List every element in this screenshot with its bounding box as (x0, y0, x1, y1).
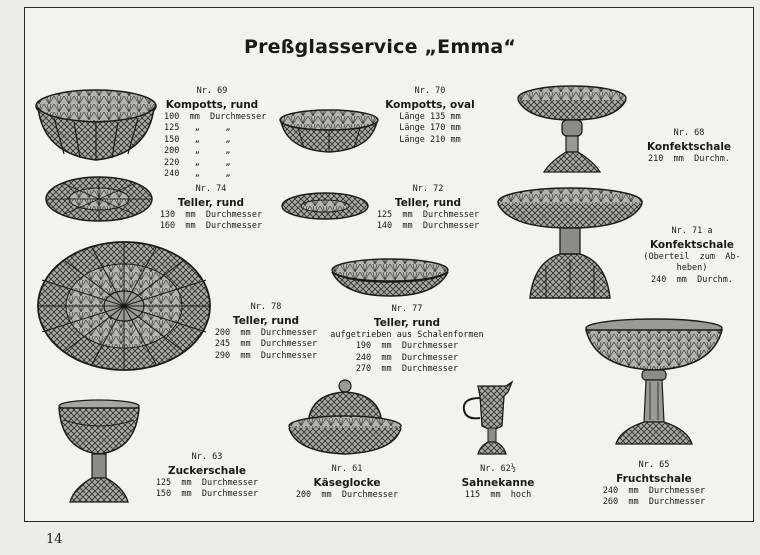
item-detail: 200 „ „ (164, 146, 231, 156)
confection-dish-nr68-illustration (516, 84, 628, 176)
item-detail: 290 mm Durchmesser (214, 350, 318, 361)
cream-jug-nr62half-illustration (458, 382, 516, 458)
item-number: Nr. 62½ (480, 464, 516, 474)
item-detail: 150 mm Durchmesser (155, 489, 259, 499)
entry-nr65 (588, 460, 720, 509)
item-detail: 200 mm Durchmesser (214, 327, 318, 338)
item-detail: 150 „ „ (164, 134, 231, 145)
item-detail: 270 mm Durchmesser (355, 364, 459, 374)
item-detail: 260 mm Durchmesser (602, 497, 706, 507)
item-detail: 220 „ „ (164, 157, 231, 168)
fruit-bowl-nr65-illustration (584, 318, 724, 468)
entry-nr62half (456, 464, 540, 501)
item-detail: 200 mm Durchmesser (295, 489, 399, 500)
plate-nr77-illustration (330, 256, 450, 298)
entry-nr70 (378, 86, 482, 146)
entry-nr74 (142, 184, 280, 233)
item-detail: 140 mm Durchmesser (376, 221, 480, 231)
item-detail: 245 mm Durchmesser (214, 339, 318, 349)
item-number: Nr. 74 (195, 184, 227, 194)
entry-nr69 (150, 86, 274, 181)
entry-nr78 (208, 302, 324, 362)
sugar-bowl-nr63-illustration (56, 398, 142, 508)
item-number: Nr. 69 (196, 86, 228, 96)
entry-nr72 (362, 184, 494, 233)
item-detail: 210 mm Durchm. (648, 153, 730, 164)
item-name: Teller, rund (394, 196, 462, 209)
item-number: Nr. 70 (414, 86, 446, 96)
item-detail: 125 „ „ (164, 123, 231, 133)
confection-dish-nr71a-illustration (496, 186, 644, 302)
plate-nr72-illustration (280, 190, 370, 222)
item-detail: Länge 135 mm (399, 111, 461, 122)
item-number: Nr. 65 (638, 460, 670, 470)
cheese-dome-nr61-illustration (286, 378, 404, 458)
item-detail: 130 mm Durchmesser (159, 209, 263, 220)
item-number: Nr. 63 (191, 452, 223, 462)
item-name: Kompotts, oval (385, 98, 475, 111)
entry-nr77 (330, 304, 484, 376)
page-title: Preßglasservice „Emma“ (243, 36, 517, 58)
item-name: Konfektschale (646, 140, 732, 153)
item-detail: 240 mm Durchm. (651, 274, 733, 285)
item-detail: 190 mm Durchmesser (355, 341, 459, 351)
item-name: Fruchtschale (616, 472, 692, 485)
entry-nr71a (638, 226, 746, 286)
compote-oval-nr70-illustration (278, 108, 380, 154)
item-name: Teller, rund (232, 314, 300, 327)
item-number: Nr. 78 (250, 302, 282, 312)
item-name: Zuckerschale (167, 464, 247, 477)
item-name: Teller, rund (177, 196, 245, 209)
item-detail: 125 mm Durchmesser (155, 477, 259, 488)
item-name: Käseglocke (313, 476, 381, 489)
item-name: Kompotts, rund (165, 98, 259, 111)
item-name: Teller, rund (373, 316, 441, 329)
item-detail: 115 mm hoch (464, 489, 532, 500)
item-detail: 240 mm Durchmesser (602, 485, 706, 496)
item-number: Nr. 77 (391, 304, 423, 314)
entry-nr63 (142, 452, 272, 501)
item-detail: heben) (676, 263, 708, 273)
item-number: Nr. 68 (673, 128, 705, 138)
item-detail: 160 mm Durchmesser (159, 221, 263, 231)
item-detail: aufgetrieben aus Schalenformen (330, 329, 484, 340)
item-name: Konfektschale (649, 238, 735, 251)
item-detail: Länge 170 mm (399, 123, 461, 133)
item-name: Sahnekanne (461, 476, 535, 489)
item-number: Nr. 61 (331, 464, 363, 474)
entry-nr61 (290, 464, 404, 501)
item-detail: Länge 210 mm (399, 134, 461, 145)
entry-nr68 (634, 128, 744, 165)
item-detail: 125 mm Durchmesser (376, 209, 480, 220)
plate-nr78-illustration (36, 240, 212, 372)
item-detail: 100 mm Durchmesser (164, 111, 267, 122)
compote-bowl-nr69-illustration (34, 88, 158, 164)
item-detail: (Oberteil zum Ab- (643, 251, 741, 262)
page-number: 14 (46, 532, 63, 547)
item-detail: 240 mm Durchmesser (355, 352, 459, 363)
item-number: Nr. 71 a (671, 226, 713, 236)
item-number: Nr. 72 (412, 184, 444, 194)
item-detail: 240 „ „ (164, 169, 231, 179)
plate-nr74-illustration (44, 174, 154, 224)
